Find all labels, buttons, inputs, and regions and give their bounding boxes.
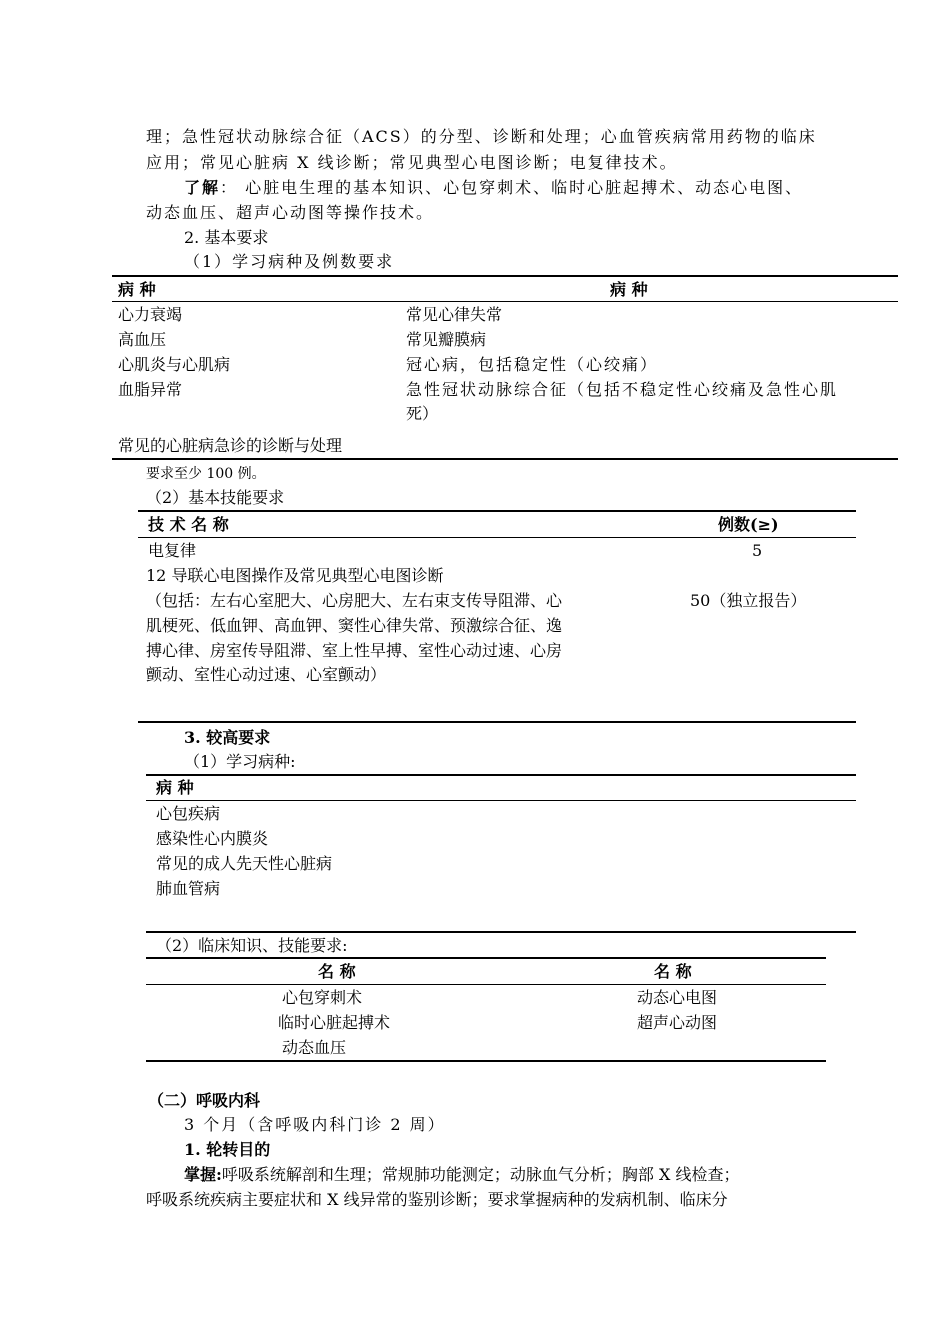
- table1-right-cell: 常见瓣膜病: [406, 330, 487, 349]
- table1-left-cell: 高血压: [118, 330, 167, 349]
- table1-bottom-rule: [112, 458, 898, 460]
- master-line: [184, 1164, 740, 1186]
- master-line-2: 呼吸系统疾病主要症状和 X 线异常的鉴别诊断；要求掌握病种的发病机制、临床分: [146, 1190, 728, 1209]
- table4-top-rule: [146, 957, 826, 959]
- table1-left-cell: 心肌炎与心肌病: [118, 355, 231, 374]
- table4-header-left: 名 称: [318, 962, 356, 981]
- table4-left-cell: 心包穿刺术: [282, 988, 363, 1007]
- table2-row2-line: （包括：左右心室肥大、心房肥大、左右束支传导阻滞、心: [146, 591, 563, 610]
- table3-row: 心包疾病: [156, 804, 221, 823]
- table1-left-cell: 血脂异常: [118, 380, 183, 399]
- table1-last-row: 常见的心脏病急诊的诊断与处理: [118, 436, 343, 455]
- table2-bottom-rule: [138, 721, 856, 723]
- table3-bottom-rule: [146, 931, 856, 933]
- table2-row1-name: 电复律: [148, 541, 197, 560]
- table1-header-right: 病 种: [610, 280, 648, 299]
- table2-row2-line: 12 导联心电图操作及常见典型心电图诊断: [146, 566, 444, 585]
- table2-row2-line: 搏心律、房室传导阻滞、室上性早搏、室性心动过速、心房: [146, 641, 563, 660]
- table1-right-cell: 急性冠状动脉综合征（包括不稳定性心绞痛及急性心肌: [406, 380, 839, 399]
- table1-right-cell: 死）: [406, 404, 439, 423]
- table2-header-name: 技 术 名 称: [148, 515, 229, 534]
- section2-goal-heading: 1. 轮转目的: [184, 1140, 271, 1159]
- master-label: 掌握:: [184, 1165, 222, 1184]
- table2-header-count: 例数(≥): [718, 515, 779, 534]
- intro-line-2: 应用；常见心脏病 X 线诊断；常见典型心电图诊断；电复律技术。: [146, 153, 678, 172]
- table2-row1-count: 5: [752, 541, 763, 560]
- table4-right-cell: 动态心电图: [637, 988, 718, 1007]
- table4-bottom-rule: [146, 1060, 826, 1062]
- table4-left-cell: 临时心脏起搏术: [278, 1013, 391, 1032]
- table1-right-cell: 冠心病，包括稳定性（心绞痛）: [406, 355, 659, 374]
- table2-row2-count: 50（独立报告）: [690, 591, 807, 610]
- table1-header-rule: [112, 301, 898, 302]
- table4-right-cell: 超声心动图: [637, 1013, 718, 1032]
- table1-left-cell: 心力衰竭: [118, 305, 183, 324]
- section2-duration: 3 个月（含呼吸内科门诊 2 周）: [184, 1115, 446, 1134]
- table2-row2-line: 肌梗死、低血钾、高血钾、窦性心律失常、预激综合征、逸: [146, 616, 563, 635]
- master-text: 呼吸系统解剖和生理；常规肺功能测定；动脉血气分析；胸部 X 线检查；: [221, 1165, 740, 1184]
- table3-header-rule: [146, 800, 856, 801]
- understand-label: 了解: [184, 178, 221, 197]
- table3-row: 肺血管病: [156, 879, 221, 898]
- basic-note: 要求至少 100 例。: [146, 466, 266, 482]
- table3-row: 常见的成人先天性心脏病: [156, 854, 333, 873]
- table3-top-rule: [146, 774, 856, 776]
- advanced-sub1: （1）学习病种:: [184, 752, 296, 771]
- table1-header-left: 病 种: [118, 280, 156, 299]
- understand-line-2: 动态血压、超声心动图等操作技术。: [146, 203, 435, 222]
- table4-header-rule: [146, 984, 826, 985]
- basic-heading: 2. 基本要求: [184, 228, 269, 247]
- basic-sub2: （2）基本技能要求: [146, 488, 285, 507]
- table2-header-rule: [138, 537, 856, 538]
- table3-row: 感染性心内膜炎: [156, 829, 269, 848]
- table1-top-rule: [112, 275, 898, 277]
- advanced-heading: 3. 较高要求: [184, 728, 271, 747]
- intro-line-1: 理；急性冠状动脉综合征（ACS）的分型、诊断和处理；心血管疾病常用药物的临床: [146, 127, 817, 146]
- understand-text: ： 心脏电生理的基本知识、心包穿刺术、临时心脏起搏术、动态心电图、: [220, 178, 804, 197]
- table3-header: 病 种: [156, 778, 194, 797]
- table2-top-rule: [138, 510, 856, 512]
- advanced-sub2: （2）临床知识、技能要求:: [156, 936, 348, 955]
- section2-heading: （二）呼吸内科: [148, 1091, 261, 1110]
- basic-sub1: （1）学习病种及例数要求: [184, 252, 395, 271]
- table2-row2-line: 颤动、室性心动过速、心室颤动）: [146, 665, 387, 684]
- table4-left-cell: 动态血压: [282, 1038, 347, 1057]
- table1-right-cell: 常见心律失常: [406, 305, 503, 324]
- table4-header-right: 名 称: [654, 962, 692, 981]
- understand-line: [184, 177, 803, 199]
